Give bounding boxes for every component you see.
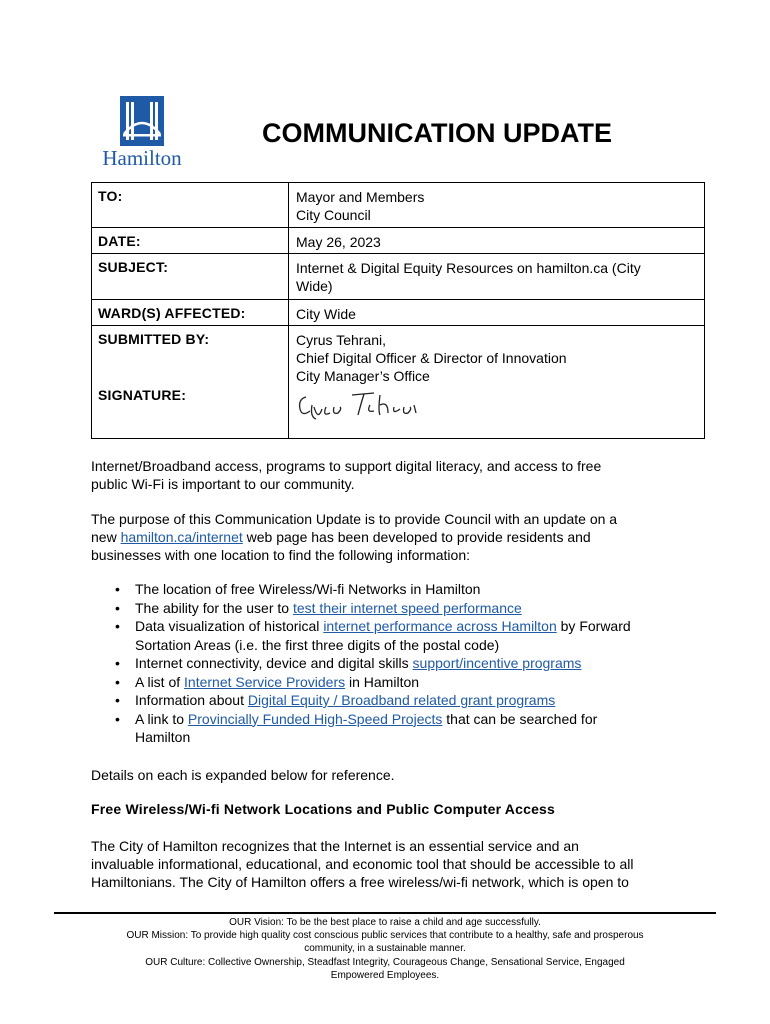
section-paragraph — [91, 837, 691, 891]
submitted-cell — [92, 326, 289, 439]
provincial-projects-link[interactable]: Provincially Funded High-Speed Projects — [187, 710, 443, 727]
to-value — [289, 183, 705, 228]
text-span: The ability for the user to — [135, 599, 293, 616]
bullet-icon: • — [115, 599, 120, 616]
date-label: DATE: — [92, 228, 289, 254]
bullet-icon: • — [115, 710, 120, 727]
bullet-icon: • — [115, 655, 120, 671]
submitted-label: SUBMITTED BY: — [98, 331, 210, 347]
resource-list — [91, 580, 691, 747]
memo-row-date — [92, 228, 705, 254]
subject-line: Internet & Digital Equity Resources on hamilton.ca (City — [296, 260, 641, 276]
subject-line: Wide) — [296, 278, 333, 294]
wards-label: WARD(S) AFFECTED: — [92, 300, 289, 326]
submitted-value — [289, 326, 705, 439]
text-span: Sortation Areas (i.e. the first three digits of the postal code) — [135, 636, 500, 653]
text-span: in Hamilton — [345, 673, 420, 690]
page-title: COMMUNICATION UPDATE — [262, 118, 612, 148]
footer-divider — [54, 912, 716, 914]
logo-wordmark: Hamilton — [102, 146, 182, 170]
to-label: TO: — [92, 183, 289, 228]
submitted-line: City Manager’s Office — [296, 368, 430, 384]
footer-line: OUR Culture: Collective Ownership, Steadfast Integrity, Courageous Change, Sensational Service, Engaged — [145, 956, 625, 968]
text-span: A link to — [135, 710, 188, 727]
signature-label: SIGNATURE: — [98, 387, 187, 403]
to-line: Mayor and Members — [296, 189, 425, 205]
memo-header-table — [91, 182, 705, 439]
bullet-icon: • — [115, 581, 120, 597]
grant-programs-link[interactable]: Digital Equity / Broadband related grant programs — [247, 692, 556, 708]
memo-row-submitted — [92, 326, 705, 439]
text-span: Hamilton — [135, 729, 191, 745]
text-line: Hamiltonians. The City of Hamilton offers a free wireless/wi-fi network, which is open to — [91, 874, 629, 890]
footer-line: community, in a sustainable manner. — [304, 943, 466, 955]
memo-row-subject — [92, 254, 705, 300]
subject-label: SUBJECT: — [92, 254, 289, 300]
text-span: Data visualization of historical — [135, 618, 324, 634]
list-item — [91, 617, 691, 654]
memo-row-wards — [92, 300, 705, 326]
footer-line: OUR Vision: To be the best place to raise a child and age successfully. — [229, 917, 541, 928]
speed-test-link[interactable]: test their internet speed performance — [292, 599, 522, 616]
text-span: new — [91, 529, 121, 545]
submitted-line: Cyrus Tehrani, — [296, 332, 387, 348]
submitted-line: Chief Digital Officer & Director of Innovation — [296, 350, 567, 366]
list-item — [91, 673, 691, 692]
date-value: May 26, 2023 — [289, 228, 705, 254]
bullet-icon: • — [115, 618, 120, 634]
wards-value: City Wide — [289, 300, 705, 326]
section-heading: Free Wireless/Wi-fi Network Locations and Public Computer Access — [91, 801, 556, 817]
text-span: Internet connectivity, device and digital skills — [135, 655, 413, 671]
list-item — [91, 580, 691, 599]
purpose-paragraph — [91, 510, 691, 564]
footer — [60, 916, 710, 982]
text-span: by Forward — [556, 618, 631, 634]
text-line: Internet/Broadband access, programs to support digital literacy, and access to free — [91, 458, 602, 474]
support-programs-link[interactable]: support/incentive programs — [412, 655, 582, 671]
text-line: invaluable informational, educational, and economic tool that should be accessible to all — [91, 856, 634, 872]
details-line: Details on each is expanded below for reference. — [91, 767, 395, 783]
subject-value — [289, 254, 705, 300]
internet-performance-link[interactable]: internet performance across Hamilton — [323, 618, 557, 634]
list-item — [91, 691, 691, 710]
text-line: The purpose of this Communication Update is to provide Council with an update on a — [91, 511, 618, 527]
text-span: Information about — [135, 692, 248, 708]
list-item — [91, 710, 691, 747]
text-span: web page has been developed to provide residents and — [242, 529, 591, 545]
footer-line: OUR Mission: To provide high quality cost conscious public services that contribute to a healthy, safe and prosperous — [126, 930, 644, 942]
memo-row-to — [92, 183, 705, 228]
footer-line: Empowered Employees. — [330, 969, 440, 981]
text-line: public Wi-Fi is important to our community. — [91, 476, 355, 492]
isp-link[interactable]: Internet Service Providers — [184, 673, 346, 690]
text-line — [91, 528, 691, 546]
intro-paragraph — [91, 457, 691, 493]
handwritten-signature — [296, 387, 436, 423]
text-span: A list of — [135, 673, 185, 690]
hamilton-crest-icon — [94, 94, 190, 150]
text-span: that can be searched for — [442, 710, 598, 727]
to-line: City Council — [296, 207, 371, 223]
bullet-icon: • — [115, 673, 120, 690]
text-span: The location of free Wireless/Wi-fi Networks in Hamilton — [135, 581, 481, 597]
list-item — [91, 654, 691, 673]
bullet-icon: • — [115, 692, 120, 708]
text-line: businesses with one location to find the following information: — [91, 547, 470, 563]
text-line: The City of Hamilton recognizes that the Internet is an essential service and an — [91, 838, 579, 854]
city-logo — [94, 94, 190, 174]
hamilton-internet-link[interactable]: hamilton.ca/internet — [120, 529, 243, 545]
list-item — [91, 599, 691, 618]
